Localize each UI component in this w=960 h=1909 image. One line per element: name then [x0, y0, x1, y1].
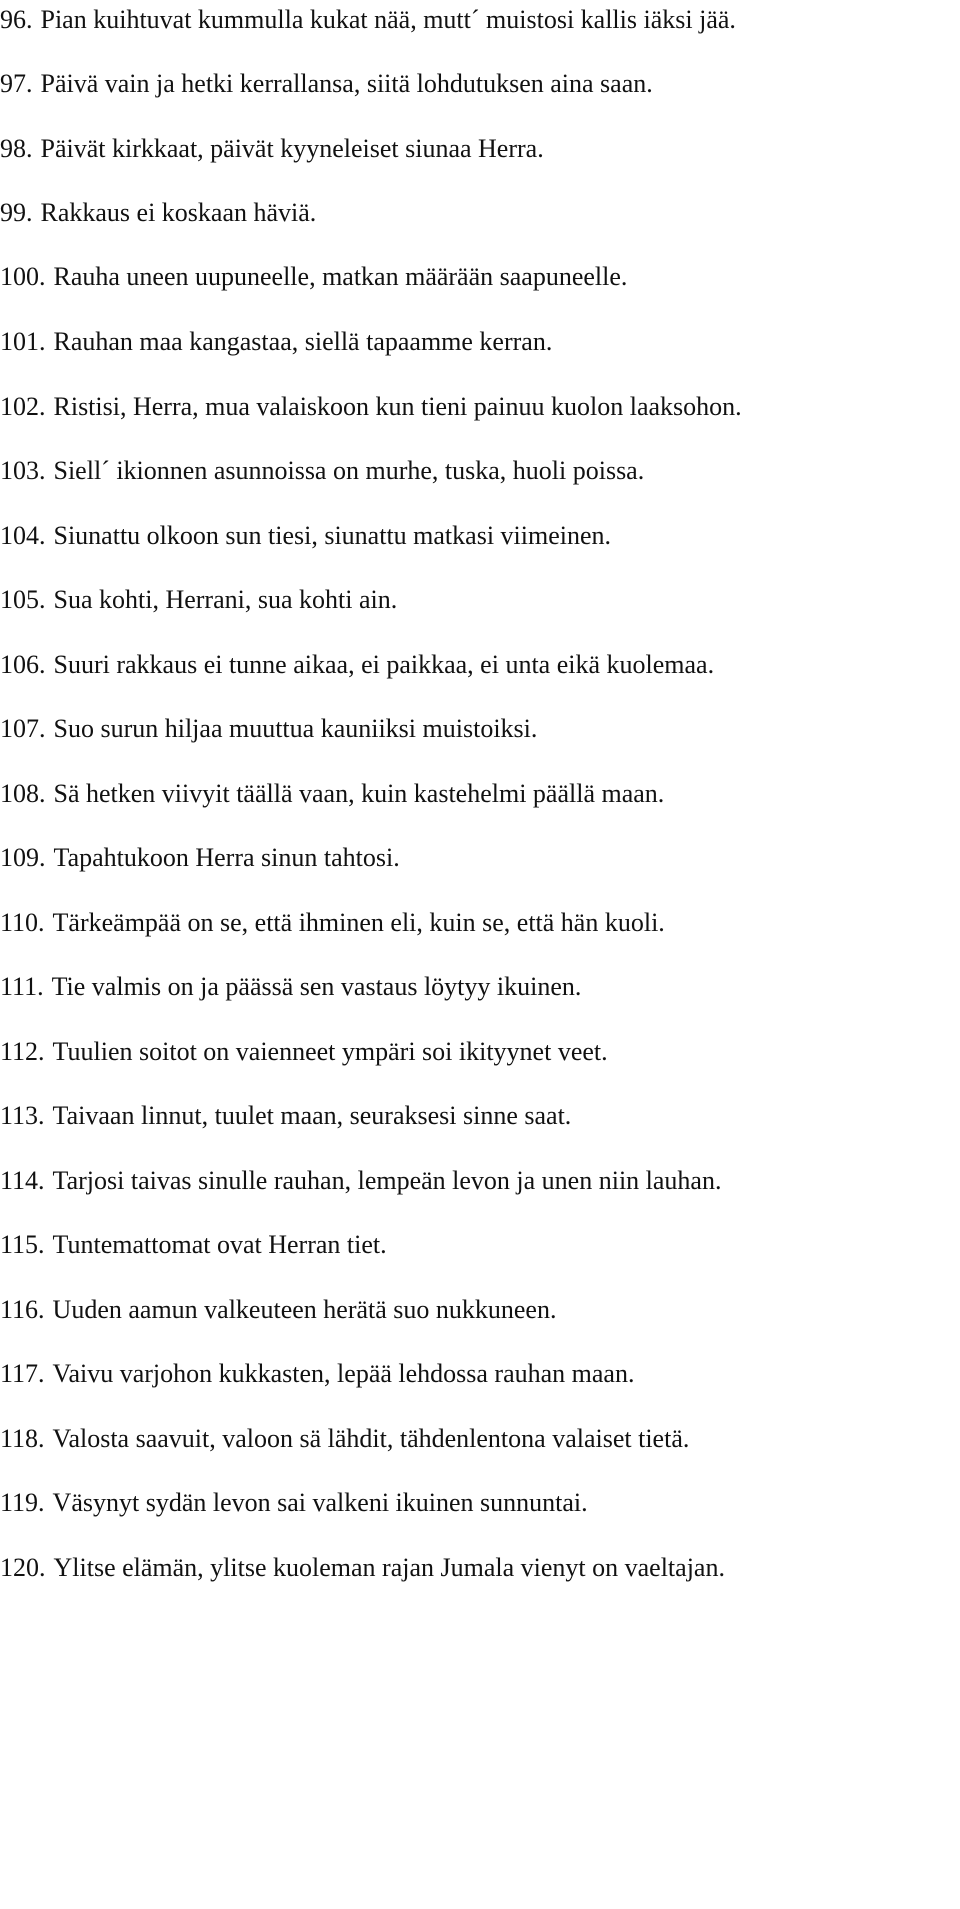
verse-line [0, 516, 611, 556]
verse-text: Pian kuihtuvat kummulla kukat nää, mutt´ muistosi kallis iäksi jää. [40, 5, 736, 34]
verse-number: 98. [0, 134, 33, 163]
verse-text: Uuden aamun valkeuteen herätä suo nukkuneen. [52, 1295, 557, 1324]
verse-number: 114. [0, 1166, 45, 1195]
verse-text: Tuulien soitot on vaienneet ympäri soi ikityynet veet. [52, 1037, 608, 1066]
verse-number: 99. [0, 198, 33, 227]
verse-text: Taivaan linnut, tuulet maan, seuraksesi sinne saat. [52, 1101, 572, 1130]
verse-text: Suuri rakkaus ei tunne aikaa, ei paikkaa, ei unta eikä kuolemaa. [53, 650, 715, 679]
verse-line [0, 451, 644, 491]
verse-line [0, 257, 627, 297]
verse-number: 109. [0, 843, 46, 872]
verse-line [0, 838, 400, 878]
verse-number: 112. [0, 1037, 45, 1066]
verse-line [0, 709, 537, 749]
verse-line [0, 967, 581, 1007]
verse-line [0, 129, 544, 169]
verse-line [0, 1032, 608, 1072]
verse-text: Ristisi, Herra, mua valaiskoon kun tieni painuu kuolon laaksohon. [53, 392, 742, 421]
verse-line [0, 0, 736, 40]
verse-text: Tie valmis on ja päässä sen vastaus löytyy ikuinen. [51, 972, 582, 1001]
verse-number: 102. [0, 392, 46, 421]
verse-number: 101. [0, 327, 46, 356]
verse-number: 120. [0, 1553, 46, 1582]
verse-text: Valosta saavuit, valoon sä lähdit, tähdenlentona valaiset tietä. [52, 1424, 690, 1453]
verse-number: 111. [0, 972, 44, 1001]
verse-line [0, 64, 653, 104]
verse-text: Rauhan maa kangastaa, siellä tapaamme kerran. [53, 327, 553, 356]
verse-text: Väsynyt sydän levon sai valkeni ikuinen sunnuntai. [52, 1488, 588, 1517]
verse-text: Siunattu olkoon sun tiesi, siunattu matkasi viimeinen. [53, 521, 612, 550]
verse-line [0, 1354, 634, 1394]
verse-line [0, 1548, 725, 1588]
verse-line [0, 645, 714, 685]
verse-text: Päivät kirkkaat, päivät kyyneleiset siunaa Herra. [40, 134, 544, 163]
verse-number: 117. [0, 1359, 45, 1388]
verse-number: 100. [0, 262, 46, 291]
verse-line [0, 1225, 387, 1265]
verse-text: Rakkaus ei koskaan häviä. [40, 198, 317, 227]
verse-line [0, 1290, 556, 1330]
verse-number: 113. [0, 1101, 45, 1130]
verse-line [0, 193, 316, 233]
verse-text: Tärkeämpää on se, että ihminen eli, kuin se, että hän kuoli. [52, 908, 665, 937]
verse-line [0, 1483, 588, 1523]
verse-line [0, 322, 552, 362]
verse-text: Siell´ ikionnen asunnoissa on murhe, tuska, huoli poissa. [53, 456, 645, 485]
verse-number: 97. [0, 69, 33, 98]
verse-text: Ylitse elämän, ylitse kuoleman rajan Jumala vienyt on vaeltajan. [53, 1553, 725, 1582]
verse-text: Suo surun hiljaa muuttua kauniiksi muistoiksi. [53, 714, 538, 743]
verse-number: 118. [0, 1424, 45, 1453]
verse-number: 108. [0, 779, 46, 808]
verse-line [0, 1161, 721, 1201]
verse-number: 107. [0, 714, 46, 743]
verse-line [0, 1419, 689, 1459]
verse-number: 115. [0, 1230, 45, 1259]
verse-line [0, 580, 397, 620]
verse-line [0, 903, 665, 943]
verse-text: Vaivu varjohon kukkasten, lepää lehdossa rauhan maan. [52, 1359, 635, 1388]
verse-number: 106. [0, 650, 46, 679]
verse-line [0, 1096, 571, 1136]
verse-text: Sä hetken viivyit täällä vaan, kuin kastehelmi päällä maan. [53, 779, 665, 808]
verse-number: 116. [0, 1295, 45, 1324]
verse-number: 96. [0, 5, 33, 34]
verse-number: 105. [0, 585, 46, 614]
verse-number: 110. [0, 908, 45, 937]
verse-line [0, 774, 664, 814]
verse-text: Sua kohti, Herrani, sua kohti ain. [53, 585, 398, 614]
verse-number: 119. [0, 1488, 45, 1517]
verse-number: 104. [0, 521, 46, 550]
verse-line [0, 387, 742, 427]
verse-text: Päivä vain ja hetki kerrallansa, siitä lohdutuksen aina saan. [40, 69, 653, 98]
verse-text: Tapahtukoon Herra sinun tahtosi. [53, 843, 400, 872]
verse-text: Tuntemattomat ovat Herran tiet. [52, 1230, 387, 1259]
verse-text: Rauha uneen uupuneelle, matkan määrään saapuneelle. [53, 262, 628, 291]
verse-number: 103. [0, 456, 46, 485]
verse-text: Tarjosi taivas sinulle rauhan, lempeän levon ja unen niin lauhan. [52, 1166, 722, 1195]
